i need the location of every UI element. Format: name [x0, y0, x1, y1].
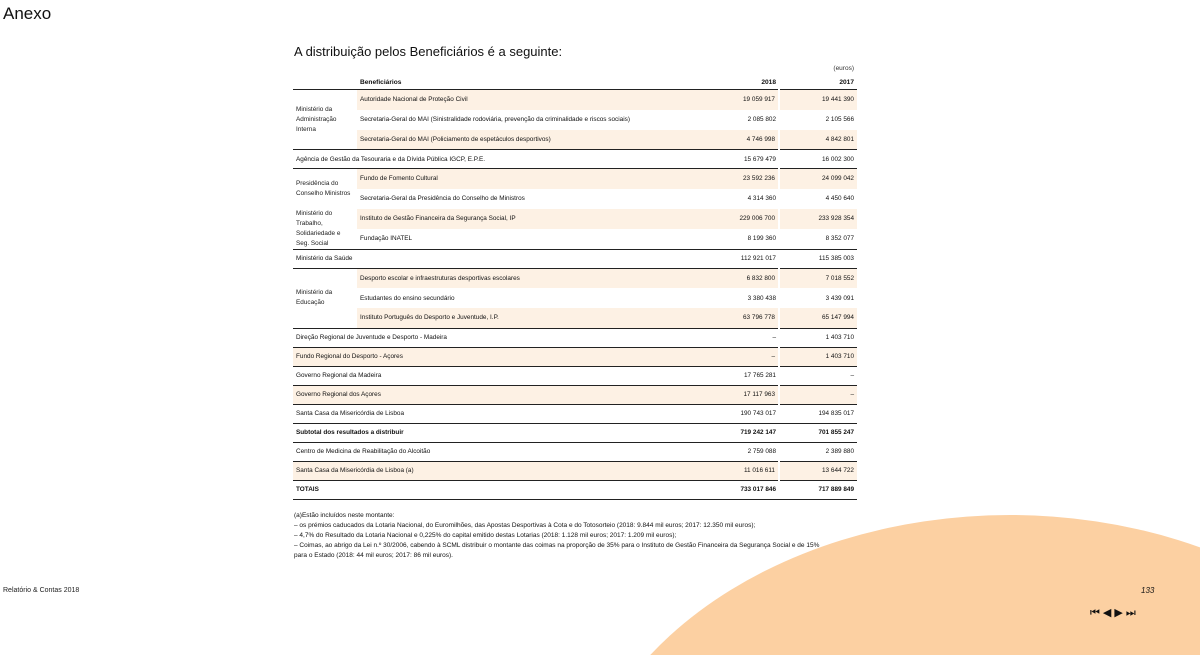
- row-item: Secretaria-Geral da Presidência do Conselho de Ministros: [360, 195, 525, 202]
- ministry-label: Presidência do Conselho Ministros: [293, 169, 357, 209]
- value-2017: 16 002 300: [779, 150, 857, 169]
- value-2017: 233 928 354: [779, 209, 857, 229]
- table-row: [293, 442, 857, 461]
- footnote-line: – os prémios caducados da Lotaria Nacional, do Euromilhões, das Apostas Desportivas à Cota e do Totosorteio (2018: 9.844 mil euros; 2017: 12.350 mil euros);: [294, 522, 756, 529]
- table-row: [293, 268, 857, 288]
- value-2017: 2 389 880: [779, 442, 857, 461]
- value-2018: 229 006 700: [707, 209, 779, 229]
- row-item: Governo Regional da Madeira: [293, 366, 707, 385]
- value-2018: 6 832 800: [707, 268, 779, 288]
- value-2017: 4 842 801: [779, 130, 857, 150]
- row-item: Fundação INATEL: [360, 235, 413, 243]
- row-item: Fundo de Fomento Cultural: [357, 169, 707, 189]
- table-row: [293, 130, 857, 150]
- value-2018: 23 592 236: [707, 169, 779, 189]
- row-item: Subtotal dos resultados a distribuir: [293, 423, 707, 442]
- ministry-label: Ministério da Administração Interna: [296, 105, 337, 133]
- table-row: [293, 404, 857, 423]
- value-2017: –: [779, 366, 857, 385]
- totals-row: [293, 480, 857, 499]
- page-navigation: [1090, 607, 1136, 619]
- subtotal-row: [293, 423, 857, 442]
- ministry-label: Ministério da Educação: [293, 268, 357, 328]
- row-item: Desporto escolar e infraestruturas desportivas escolares: [357, 268, 707, 288]
- value-2017: 1 403 710: [779, 328, 857, 347]
- footnote-line: – 4,7% do Resultado da Lotaria Nacional e 0,225% do capital emitido destas Lotarias (2018: 1.128 mil euros; 2017: 1.209 mil euros);: [294, 532, 677, 539]
- row-item: Secretaria-Geral do MAI (Sinistralidade rodoviária, prevenção da criminalidade e riscos sociais): [360, 116, 630, 123]
- table-row: [293, 366, 857, 385]
- page-heading: A distribuição pelos Beneficiários é a seguinte:: [294, 44, 563, 59]
- row-item: Instituto Português do Desporto e Juventude, I.P.: [357, 308, 707, 328]
- value-2017: 7 018 552: [779, 268, 857, 288]
- value-2018: 190 743 017: [707, 404, 779, 423]
- value-2018: 4 746 998: [707, 130, 779, 150]
- value-2017: –: [779, 385, 857, 404]
- table-row: [293, 385, 857, 404]
- table-row: [293, 229, 857, 249]
- ministry-label: Ministério do Trabalho, Solidariedade e Seg. Social: [296, 209, 341, 247]
- column-header-2018: 2018: [707, 76, 779, 90]
- value-2017: 115 385 003: [779, 249, 857, 268]
- previous-page-icon[interactable]: ◀: [1102, 607, 1112, 619]
- value-2018: –: [707, 328, 779, 347]
- last-page-icon[interactable]: ⏭: [1125, 607, 1136, 619]
- row-item: Santa Casa da Misericórdia de Lisboa (a): [293, 461, 707, 480]
- row-item: Santa Casa da Misericórdia de Lisboa: [293, 404, 707, 423]
- value-2017: 8 352 077: [825, 235, 854, 243]
- beneficiaries-table: [293, 76, 857, 500]
- next-page-icon[interactable]: ▶: [1114, 607, 1123, 619]
- page-number: 133: [1141, 586, 1155, 595]
- row-item: Ministério da Saúde: [293, 249, 707, 268]
- table-row: [293, 169, 857, 189]
- table-row: [293, 249, 857, 268]
- value-2018: 733 017 846: [707, 480, 779, 499]
- report-footer-title: Relatório & Contas 2018: [3, 587, 80, 594]
- footnote-line: para o Estado (2018: 44 mil euros; 2017: 86 mil euros).: [294, 552, 453, 559]
- footnotes: [294, 511, 819, 561]
- row-item: Secretaria-Geral do MAI (Policiamento de espetáculos desportivos): [357, 130, 707, 150]
- table-row: [293, 347, 857, 366]
- value-2017: 13 644 722: [779, 461, 857, 480]
- value-2018: 63 796 778: [707, 308, 779, 328]
- value-2018: 8 199 360: [747, 235, 776, 243]
- value-2018: 2 759 088: [707, 442, 779, 461]
- value-2017: 19 441 390: [779, 90, 857, 110]
- footnote-line: (a)Estão incluídos neste montante:: [294, 512, 395, 519]
- column-header-2017: 2017: [779, 76, 857, 90]
- table-row: [293, 90, 857, 110]
- table-row: [293, 308, 857, 328]
- value-2018: 15 679 479: [707, 150, 779, 169]
- row-item: Fundo Regional do Desporto - Açores: [293, 347, 707, 366]
- row-item: TOTAIS: [293, 480, 707, 499]
- value-2017: 3 439 091: [825, 294, 854, 302]
- value-2018: 4 314 360: [747, 195, 776, 202]
- value-2018: 3 380 438: [747, 294, 776, 302]
- row-item: Autoridade Nacional de Proteção Civil: [357, 90, 707, 110]
- table-row: [293, 328, 857, 347]
- row-item: Estudantes do ensino secundário: [360, 294, 455, 302]
- first-page-icon[interactable]: ⏮: [1090, 607, 1100, 619]
- value-2017: 4 450 640: [825, 195, 854, 202]
- units-label: (euros): [833, 65, 854, 72]
- column-header-beneficiaries: Beneficiários: [357, 76, 707, 90]
- value-2017: 1 403 710: [779, 347, 857, 366]
- row-item: Governo Regional dos Açores: [293, 385, 707, 404]
- value-2017: 65 147 994: [779, 308, 857, 328]
- table-row: [293, 110, 857, 130]
- table-row: [293, 288, 857, 308]
- value-2018: 19 059 917: [707, 90, 779, 110]
- row-item: Direção Regional de Juventude e Desporto - Madeira: [293, 328, 707, 347]
- footnote-line: – Coimas, ao abrigo da Lei n.º 30/2006, cabendo à SCML distribuir o montante das coimas na proporção de 35% para o Instituto de Gestão Financeira da Segurança Social e de 15%: [294, 542, 820, 549]
- value-2018: 112 921 017: [707, 249, 779, 268]
- value-2017: 24 099 042: [779, 169, 857, 189]
- value-2017: 717 889 849: [779, 480, 857, 499]
- table-row: [293, 461, 857, 480]
- value-2017: 194 835 017: [779, 404, 857, 423]
- row-item: Instituto de Gestão Financeira da Segurança Social, IP: [357, 209, 707, 229]
- row-item: Agência de Gestão da Tesouraria e da Dívida Pública IGCP, E.P.E.: [293, 150, 707, 169]
- value-2018: 11 016 611: [707, 461, 779, 480]
- value-2018: 2 085 802: [747, 116, 776, 123]
- value-2017: 701 855 247: [779, 423, 857, 442]
- section-title: Anexo: [3, 4, 52, 23]
- table-row: [293, 189, 857, 209]
- row-item: Centro de Medicina de Reabilitação do Alcoitão: [293, 442, 707, 461]
- table-row: [293, 150, 857, 169]
- value-2018: –: [707, 347, 779, 366]
- value-2018: 17 117 963: [707, 385, 779, 404]
- value-2017: 2 105 566: [825, 116, 854, 123]
- value-2018: 17 765 281: [707, 366, 779, 385]
- value-2018: 719 242 147: [707, 423, 779, 442]
- table-row: [293, 209, 857, 229]
